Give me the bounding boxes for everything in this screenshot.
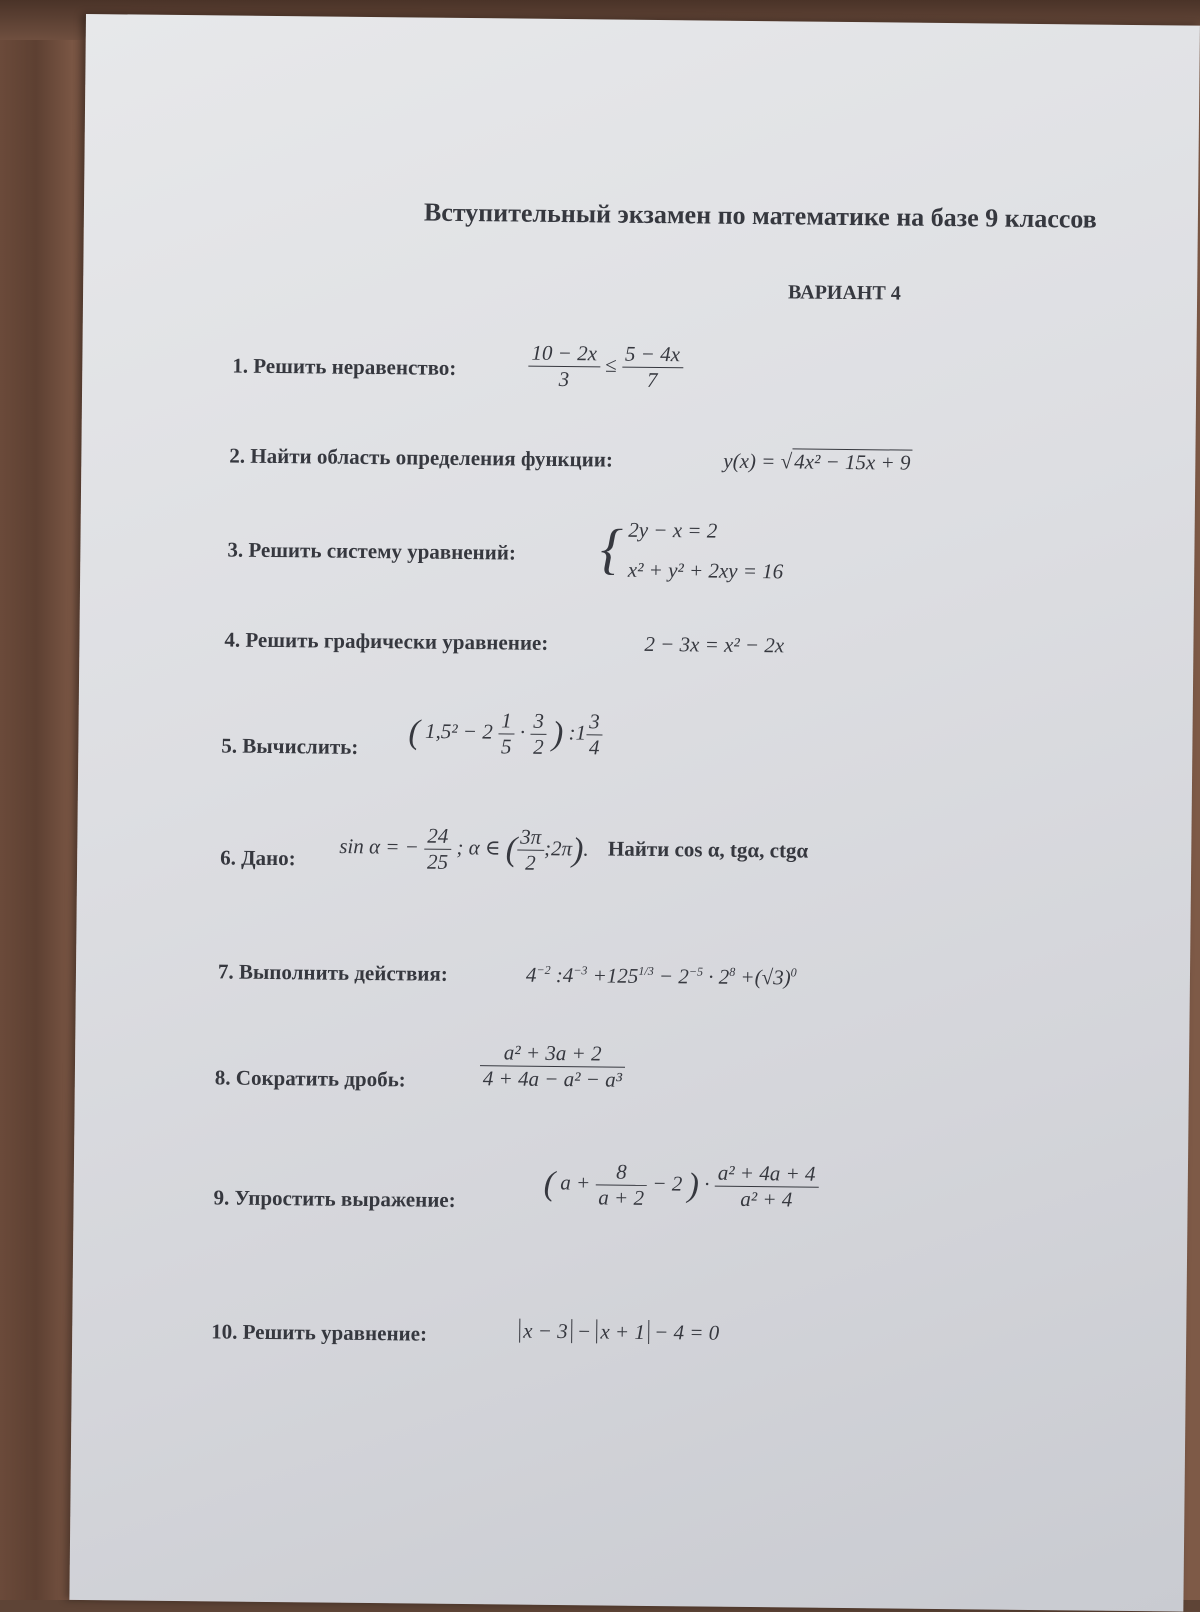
right-paren: ) xyxy=(687,1166,700,1204)
task-4-formula: 2 − 3x = x² − 2x xyxy=(644,631,785,658)
division: :1 xyxy=(568,720,587,745)
term: − 2 xyxy=(658,964,689,989)
fraction-2 xyxy=(714,1161,818,1213)
fraction-interval xyxy=(517,825,545,876)
task-5-label: 5. Вычислить: xyxy=(221,733,359,759)
numerator: 5 − 4x xyxy=(622,342,683,369)
exponent: 1/3 xyxy=(638,963,654,978)
task-8-formula xyxy=(480,1040,626,1093)
term: :4 xyxy=(555,962,574,988)
numerator: 24 xyxy=(424,824,451,850)
term: − 2 xyxy=(652,1171,683,1196)
denominator: 7 xyxy=(646,367,658,393)
task-7-formula xyxy=(526,963,797,991)
task-2-label: 2. Найти область определения функции: xyxy=(229,443,614,472)
task-6-label: 6. Дано: xyxy=(220,845,296,871)
find-instruction: Найти cos α, tgα, ctgα xyxy=(607,836,809,863)
equation-1: 2y − x = 2 xyxy=(628,517,718,543)
task-3-label: 3. Решить систему уравнений: xyxy=(227,537,517,565)
denominator: 2 xyxy=(533,734,544,759)
task-5-formula xyxy=(408,707,603,760)
period: . xyxy=(583,836,589,861)
exam-sheet xyxy=(69,14,1200,1612)
fraction-3 xyxy=(586,709,603,760)
task-8-label: 8. Сократить дробь: xyxy=(214,1065,406,1092)
equation-2: x² + y² + 2xy = 16 xyxy=(627,557,784,584)
interval-intro: ; α ∈ xyxy=(456,835,501,860)
exponent: −3 xyxy=(573,963,588,978)
task-4-label: 4. Решить графически уравнение: xyxy=(224,627,549,655)
operator: − xyxy=(576,1319,592,1344)
denominator: a² + 4 xyxy=(740,1186,793,1212)
exponent: −2 xyxy=(536,962,551,977)
denominator: 5 xyxy=(500,734,512,759)
numerator: 8 xyxy=(596,1159,648,1186)
numerator: 1 xyxy=(498,708,515,734)
multiply-dot: · xyxy=(519,719,526,744)
denominator: 4 xyxy=(588,735,600,760)
denominator: 4 + 4a − a² − a³ xyxy=(482,1066,623,1092)
operator: ≤ xyxy=(604,352,617,377)
term: 4 xyxy=(525,962,537,987)
formula-lhs: y(x) = xyxy=(723,448,776,474)
fraction-left xyxy=(528,341,600,393)
task-2-formula xyxy=(723,449,912,476)
term: a + xyxy=(560,1170,591,1195)
term: +125 xyxy=(592,963,639,988)
right-paren: ) xyxy=(571,831,584,869)
task-1-formula xyxy=(528,341,683,394)
denominator: a + 2 xyxy=(598,1185,645,1210)
left-paren: ( xyxy=(408,713,421,752)
denominator: 3 xyxy=(558,366,570,392)
fraction-1 xyxy=(595,1159,647,1211)
term: +( xyxy=(740,964,762,990)
exponent: 8 xyxy=(729,964,736,979)
task-10-label: 10. Решить уравнение: xyxy=(211,1319,428,1346)
task-10-formula xyxy=(519,1319,719,1346)
radicand: 4x² − 15x + 9 xyxy=(792,448,913,474)
system-brace: { xyxy=(600,518,624,581)
task-9-label: 9. Упростить выражение: xyxy=(213,1185,456,1212)
term: ) xyxy=(783,965,791,990)
formula-lhs: sin α = − xyxy=(339,834,420,859)
radical-sign: √ xyxy=(780,449,793,474)
multiply-dot: · xyxy=(704,1171,710,1196)
term: 1,5² − 2 xyxy=(424,718,493,744)
denominator: 2 xyxy=(525,850,536,875)
fraction-2 xyxy=(530,709,547,760)
task-9-formula xyxy=(544,1159,819,1213)
right-paren: ) xyxy=(551,715,564,753)
variant-label: ВАРИАНТ 4 xyxy=(788,281,901,305)
exam-title: Вступительный экзамен по математике на базе 9 классов xyxy=(423,197,1097,234)
interval-end: ;2π xyxy=(543,836,573,861)
task-1-label: 1. Решить неравенство: xyxy=(232,353,457,380)
numerator: 10 − 2x xyxy=(528,341,600,368)
denominator: 25 xyxy=(426,849,449,874)
left-paren: ( xyxy=(505,830,518,869)
exponent: −5 xyxy=(688,964,704,979)
task-7-label: 7. Выполнить действия: xyxy=(217,959,448,986)
fraction-right xyxy=(622,342,684,394)
numerator: 3π xyxy=(517,825,544,851)
exponent: 0 xyxy=(790,965,797,980)
numerator: 3 xyxy=(530,709,547,735)
fraction xyxy=(480,1040,626,1093)
fraction-sin xyxy=(424,824,452,875)
left-paren: ( xyxy=(543,1165,556,1203)
numerator: a² + 3a + 2 xyxy=(480,1040,625,1068)
task-3-system xyxy=(600,509,784,591)
fraction-1 xyxy=(498,708,515,759)
equation-rest: − 4 = 0 xyxy=(654,1320,720,1345)
task-6-formula xyxy=(339,823,808,879)
term: √3 xyxy=(761,965,784,990)
absolute-value-2: x + 1 xyxy=(596,1319,649,1344)
numerator: a² + 4a + 4 xyxy=(715,1161,819,1188)
absolute-value-1: x − 3 xyxy=(519,1319,572,1344)
numerator: 3 xyxy=(586,709,603,735)
term: · 2 xyxy=(708,964,730,989)
